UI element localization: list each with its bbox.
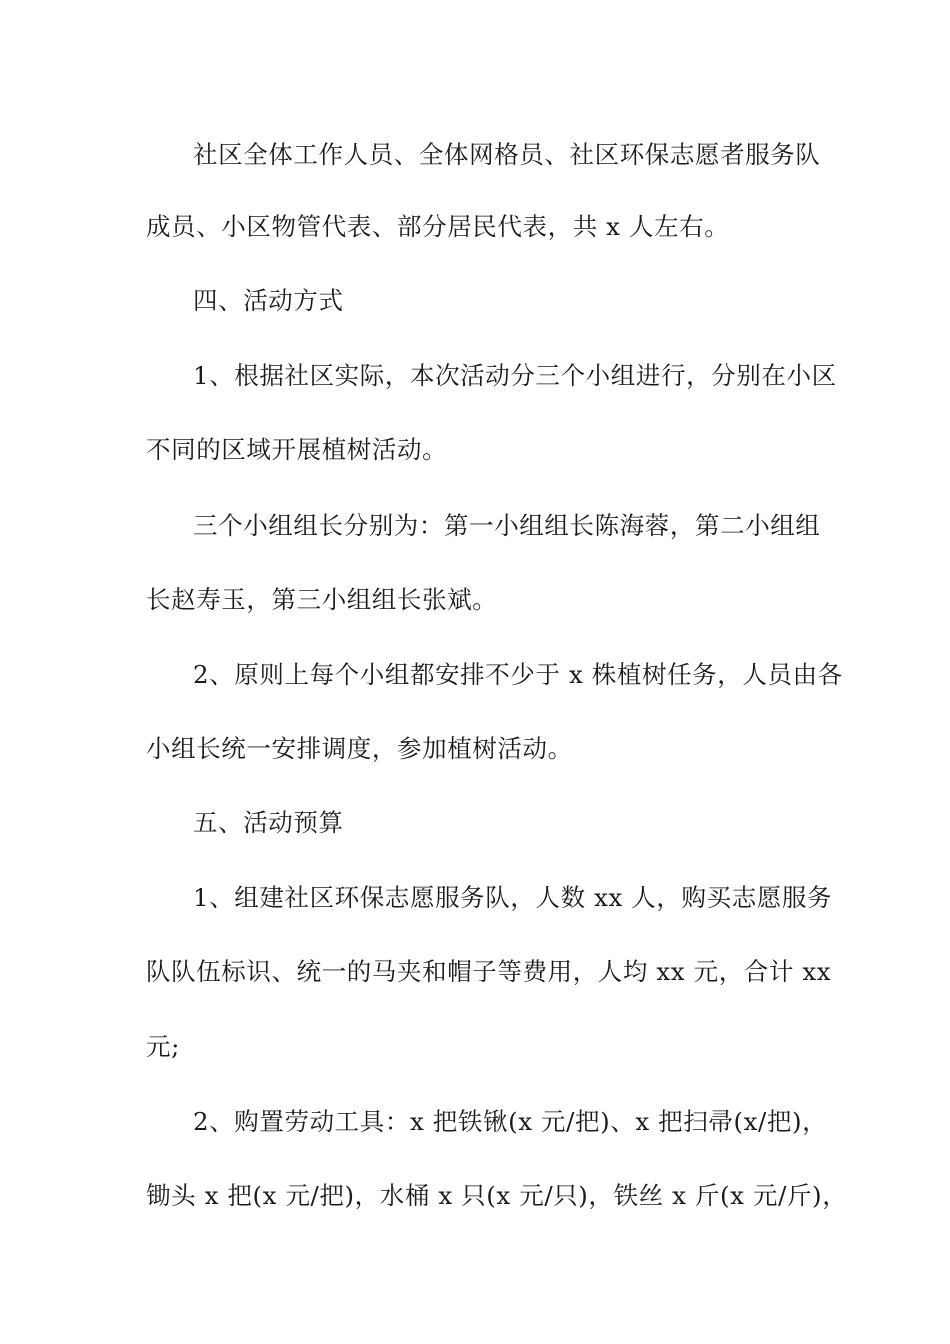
paragraph-method-1-line-2: 不同的区域开展植树活动。 <box>146 435 448 464</box>
paragraph-budget-2-line-2: 锄头 x 把(x 元/把)，水桶 x 只(x 元/只)，铁丝 x 斤(x 元/斤)， <box>146 1181 848 1210</box>
paragraph-method-2-line-2: 小组长统一安排调度，参加植树活动。 <box>146 734 573 763</box>
paragraph-participants-line-2: 成员、小区物管代表、部分居民代表，共 x 人左右。 <box>146 212 730 241</box>
paragraph-budget-1-line-1: 1、组建社区环保志愿服务队，人数 xx 人，购买志愿服务 <box>193 883 833 912</box>
paragraph-budget-1-line-2: 队队伍标识、统一的马夹和帽子等费用，人均 xx 元，合计 xx <box>146 957 832 986</box>
section-heading-activity-method: 四、活动方式 <box>193 286 344 315</box>
section-heading-activity-budget: 五、活动预算 <box>193 808 344 837</box>
paragraph-budget-1-line-3: 元; <box>146 1032 180 1061</box>
paragraph-method-1-line-1: 1、根据社区实际，本次活动分三个小组进行，分别在小区 <box>193 361 837 390</box>
paragraph-participants-line-1: 社区全体工作人员、全体网格员、社区环保志愿者服务队 <box>193 140 821 169</box>
paragraph-method-2-line-1: 2、原则上每个小组都安排不少于 x 株植树任务，人员由各 <box>193 660 843 689</box>
paragraph-budget-2-line-1: 2、购置劳动工具：x 把铁锹(x 元/把)、x 把扫帚(x/把)， <box>193 1107 828 1136</box>
paragraph-group-leaders-line-1: 三个小组组长分别为：第一小组组长陈海蓉，第二小组组 <box>193 511 821 540</box>
paragraph-group-leaders-line-2: 长赵寿玉，第三小组组长张斌。 <box>146 585 498 614</box>
